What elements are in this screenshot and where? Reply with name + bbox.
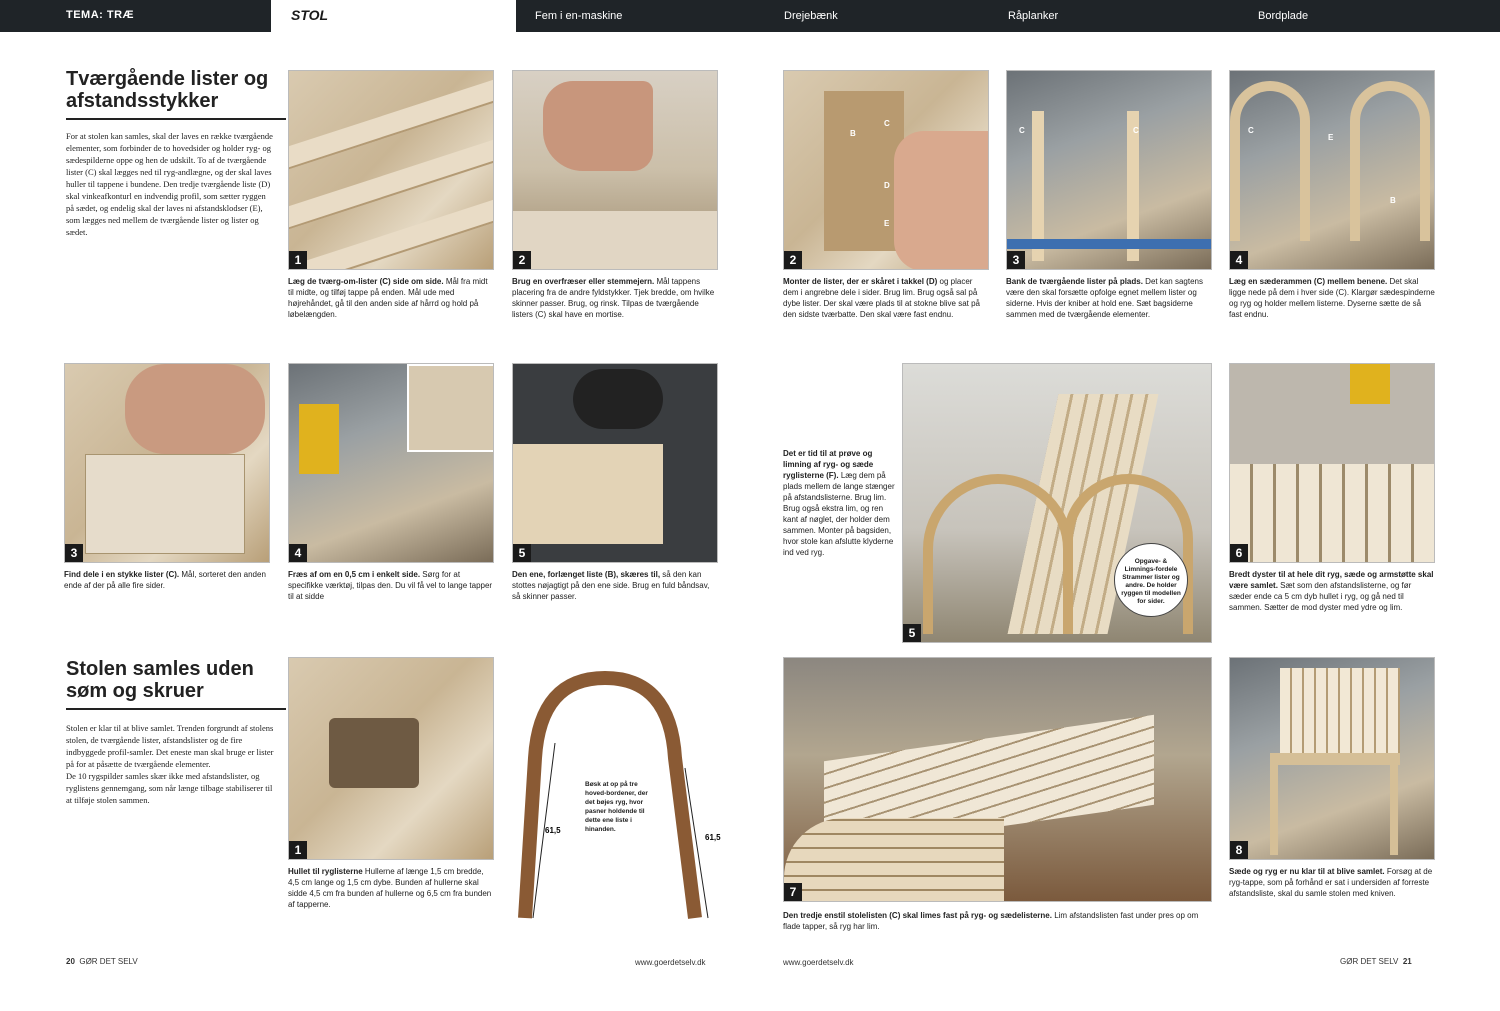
caption-step-4: Fræs af om en 0,5 cm i enkelt side. Sørg for at specifikke værktøj, tilpas den. Du vil få vel to lange tapper til at sidde <box>288 570 493 601</box>
photo-mortise <box>288 657 494 860</box>
photo-step-2-router <box>512 70 718 270</box>
caption-step-3: Find dele i en stykke lister (C). Mål, sorteret den anden ende af der på alle fire sider. <box>64 570 266 590</box>
step-number: 5 <box>513 544 531 562</box>
step-number: 1 <box>289 841 307 859</box>
diagram-note: Bøsk at op på tre hoved-bordener, der det bøjes ryg, hvor pasner holdende til dette ene liste i hinanden. <box>585 781 648 833</box>
caption-right-step-4: Læg en sæderammen (C) mellem benene. Det skal ligge nede på dem i hver side (C). Klargør sædespinderne og ryg og holder mellem listerne. Dyserne sætte de så fast endnu. <box>1229 277 1435 319</box>
dim-left-label: 61,5 <box>545 826 561 835</box>
photo-step-5-bandsaw <box>512 363 718 563</box>
photo-right-step-3-assembly: C C 3 <box>1006 70 1212 270</box>
step-number: 7 <box>784 883 802 901</box>
tab-bordplade[interactable]: Bordplade <box>1258 10 1309 22</box>
photo-right-step-8-chair <box>1229 657 1435 860</box>
caption-right-step-7: Den tredje enstil stolelisten (C) skal limes fast på ryg- og sædelisterne. Lim afstandslisten fast under pres op om flade tapper, så ryg har lim. <box>783 911 1199 931</box>
photo-step-3-marking <box>64 363 270 563</box>
caption-step-5: Den ene, forlænget liste (B), skæres til, så den kan stottes nøjagtigt på den ene side. Brug en fuld båndsav, så skinner passer. <box>512 570 710 601</box>
caption-step-2: Brug en overfræser eller stemmejern. Mål tappens placering fra de andre fyldstykker. Tjek bredde, om hvilke skinner passer. Brug, og rinsk. Tilpas de tværgående listers (C) skal have en mortise. <box>512 277 715 319</box>
section2-heading: Stolen samles uden søm og skruer <box>66 658 254 702</box>
heading-rule <box>66 118 286 120</box>
left-footer: 20 GØR DET SELV <box>66 957 138 966</box>
step-number: 3 <box>1007 251 1025 269</box>
step-number: 5 <box>903 624 921 642</box>
step-number: 8 <box>1230 841 1248 859</box>
step-number: 1 <box>289 251 307 269</box>
step-number: 4 <box>289 544 307 562</box>
top-nav-bar <box>0 0 1500 32</box>
photo-right-step-6-slats <box>1229 363 1435 563</box>
tab-stol-label: STOL <box>291 7 329 23</box>
tab-raaplanker[interactable]: Råplanker <box>1008 10 1059 22</box>
caption-right-step-6: Bredt dyster til at hele dit ryg, sæde og armstøtte skal være samlet. Sæt som den afstandslisterne, og før sæder ende ca 5 cm dyb hullet i ryg, og gå ned til sammen. Sætter de mod dyster med ydre og lim. <box>1229 570 1434 612</box>
photo-step-4-drill <box>288 363 494 563</box>
photo-right-step-2-joint: B C D E 2 <box>783 70 989 270</box>
step-number: 3 <box>65 544 83 562</box>
tip-callout: Opgave- & Limnings-fordele Strammer lister og andre. De holder ryggen til modellen for sider. <box>1114 543 1188 617</box>
caption-right-step-2: Monter de lister, der er skåret i takkel (D) og placer dem i angrebne dele i sider. Brug lim. Brug også sal på dybe lister. Der skal være plads til at stokne blive sat på den sidste tværbatte. Den skal være fast endnu. <box>783 277 980 319</box>
heading-rule <box>66 708 286 710</box>
photo-right-step-7-seat <box>783 657 1212 902</box>
tab-stol[interactable] <box>271 0 516 32</box>
step-number: 4 <box>1230 251 1248 269</box>
step-number: 2 <box>784 251 802 269</box>
caption-step-1: Læg de tværg-om-lister (C) side om side. Mål fra midt til midte, og tilføj tappe på enden. Mål ude med højrehåndet, gå til den anden side af hårrd og hold på løbelængden. <box>288 277 488 319</box>
dim-right-label: 61,5 <box>705 833 721 842</box>
step-number: 6 <box>1230 544 1248 562</box>
right-footer-site[interactable]: www.goerdetselv.dk <box>783 958 854 967</box>
tab-fem-i-en-maskine[interactable]: Fem i en-maskine <box>535 10 623 22</box>
theme-label: TEMA: TRÆ <box>66 9 135 21</box>
section1-body: For at stolen kan samles, skal der laves en række tværgående elementer, som forbinder de to hovedsider og holder ryg- og sædespilderne oppe og hen de udskilt. To af de tværgående lister (C) skal lægges ned til ryg-andlægne, og der skal laves huller til tappene i bundene. Den tredje tværgående liste (D) skal vinkeafkonturl en indvendig profil, som sætter ryggen på sædet, og endelig skal der laves ni afstandsklodser (E), som lægges ned mellem de tværgående lister og lister og sædet. <box>66 131 273 237</box>
section2-body: Stolen er klar til at blive samlet. Trenden forgrundt af stolens stolen, de tværgående lister, afstandslister og de fire indbyggede profil-samler. Det eneste man skal bruge er lister på for at påsætte de tværgående elementer. De 10 rygspilder samles skær ikke med afstandslister, og ryglistens gennemgang, som når længe tilbage stabiliserer til at tilføje stolen sammen. <box>66 723 274 805</box>
photo-right-step-4-frame: C E B 4 <box>1229 70 1435 270</box>
left-footer-site[interactable]: www.goerdetselv.dk <box>635 958 706 967</box>
caption-right-step-3: Bank de tværgående lister på plads. Det kan sagtens være den skal forsætte opfolge egnet mellem lister og siderne. Hvis der kniber at hold ene. Sæt bagsiderne sammen med de tværgående elementer. <box>1006 277 1203 319</box>
right-footer: GØR DET SELV 21 <box>1340 957 1412 966</box>
caption-mortise: Hullet til ryglisterne Hullerne af længe 1,5 cm bredde, 4,5 cm lange og 1,5 cm dybe. Bunden af hullerne skal sidde 4,5 cm fra bunden af hullerne og 6,5 cm fra bunden af tapperne. <box>288 867 492 909</box>
caption-right-step-8: Sæde og ryg er nu klar til at blive samlet. Forsøg at de ryg-tappe, som på forhånd er sat i undersiden af forreste afstandsliste, skal du samle stolen med kniven. <box>1229 867 1433 898</box>
photo-step-1-rails <box>288 70 494 270</box>
tab-drejebaenk[interactable]: Drejebænk <box>784 10 838 22</box>
section1-heading: Tværgående lister og afstandsstykker <box>66 68 269 112</box>
step-number: 2 <box>513 251 531 269</box>
side-text-gluing: Det er tid til at prøve og limning af ryg- og sæde ryglisterne (F). Læg dem på plads mellem de lange stænger på afstandslisterne. Brug lim. Brug også ekstra lim, og ren kant af nøglet, der holder dem sammen. Monter på bagsiden, hvor stole kan afslutte klyderne ind ved ryg. <box>783 449 895 557</box>
